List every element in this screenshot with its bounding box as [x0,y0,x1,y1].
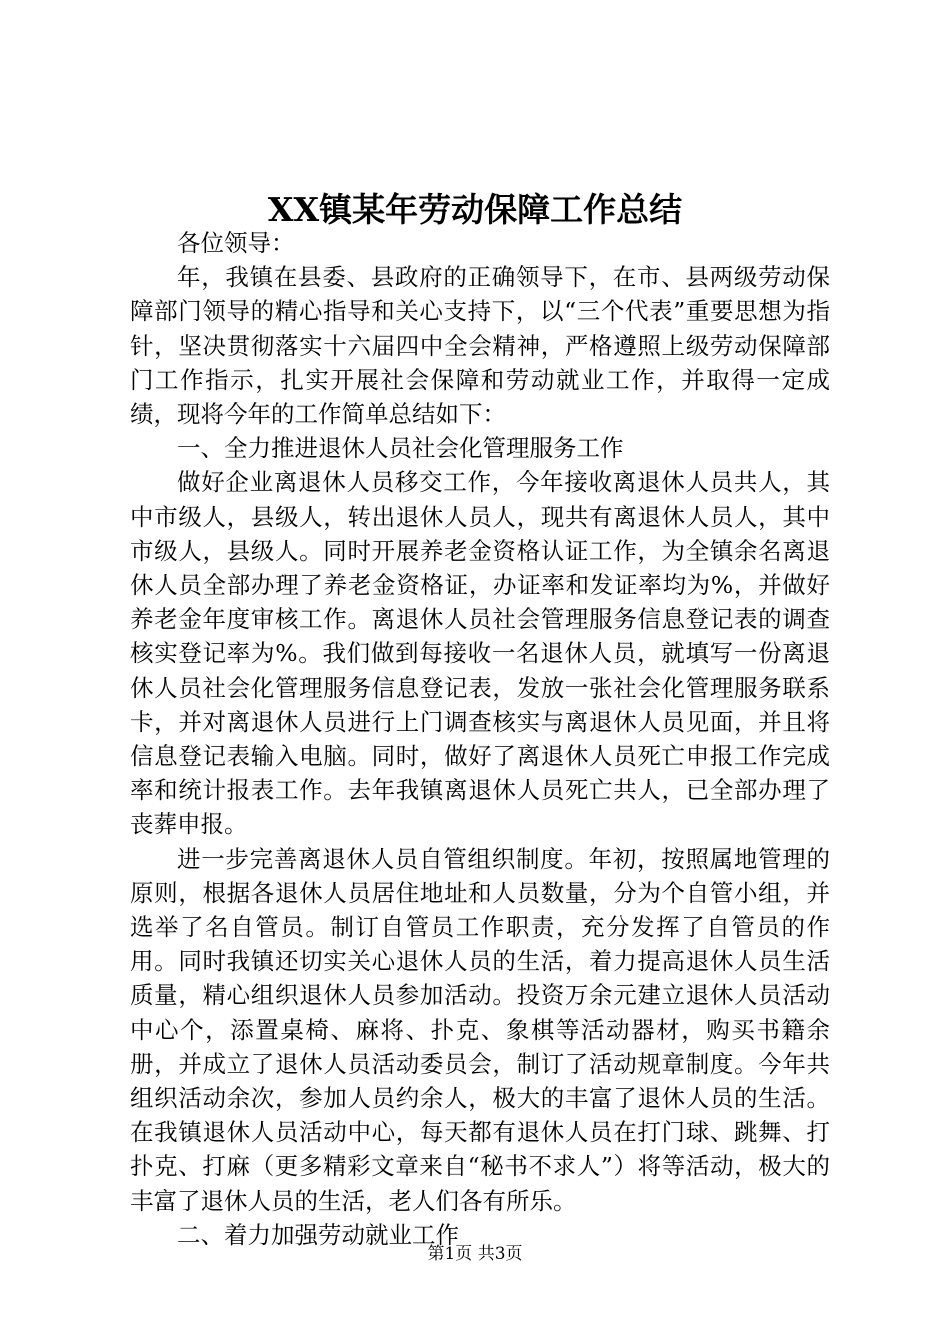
document-title: XX镇某年劳动保障工作总结 [267,190,683,229]
section-heading-1: 一、全力推进退休人员社会化管理服务工作 [177,434,624,463]
page-footer: 第1页 共3页 [427,1244,523,1264]
paragraph-intro: 年，我镇在县委、县政府的正确领导下，在市、县两级劳动保障部门领导的精心指导和关心支持下，以“三个代表”重要思想为指针，坚决贯彻落实十六届四中全会精神，严格遵照上级劳动保障部门工作指示，扎实开展社会保障和劳动就业工作，并取得一定成绩，现将今年的工作简单总结如下： [130,263,830,429]
paragraph-self-management: 进一步完善离退休人员自管组织制度。年初，按照属地管理的原则，根据各退休人员居住地址和人员数量，分为个自管小组，并选举了名自管员。制订自管员工作职责，充分发挥了自管员的作用。同时我镇还切实关心退休人员的生活，着力提高退休人员生活质量，精心组织退休人员参加活动。投资万余元建立退休人员活动中心个，添置桌椅、麻将、扑克、象棋等活动器材，购买书籍余册，并成立了退休人员活动委员会，制订了活动规章制度。今年共组织活动余次，参加人员约余人，极大的丰富了退休人员的生活。在我镇退休人员活动中心，每天都有退休人员在打门球、跳舞、打扑克、打麻（更多精彩文章来自“秘书不求人”）将等活动，极大的丰富了退休人员的生活，老人们各有所乐。 [130,844,830,1215]
section-heading-2: 二、着力加强劳动就业工作 [177,1220,459,1249]
document-body [130,226,830,1252]
paragraph-retiree-transfer: 做好企业离退休人员移交工作，今年接收离退休人员共人，其中市级人，县级人，转出退休人员人，现共有离退休人员人，其中市级人，县级人。同时开展养老金资格认证工作，为全镇余名离退休人员全部办理了养老金资格证，办证率和发证率均为%，并做好养老金年度审核工作。离退休人员社会管理服务信息登记表的调查核实登记率为%。我们做到每接收一名退休人员，就填写一份离退休人员社会化管理服务信息登记表，发放一张社会化管理服务联系卡，并对离退休人员进行上门调查核实与离退休人员见面，并且将信息登记表输入电脑。同时，做好了离退休人员死亡申报工作完成率和统计报表工作。去年我镇离退休人员死亡共人，已全部办理了丧葬申报。 [130,468,830,839]
salutation: 各位领导： [177,229,295,257]
